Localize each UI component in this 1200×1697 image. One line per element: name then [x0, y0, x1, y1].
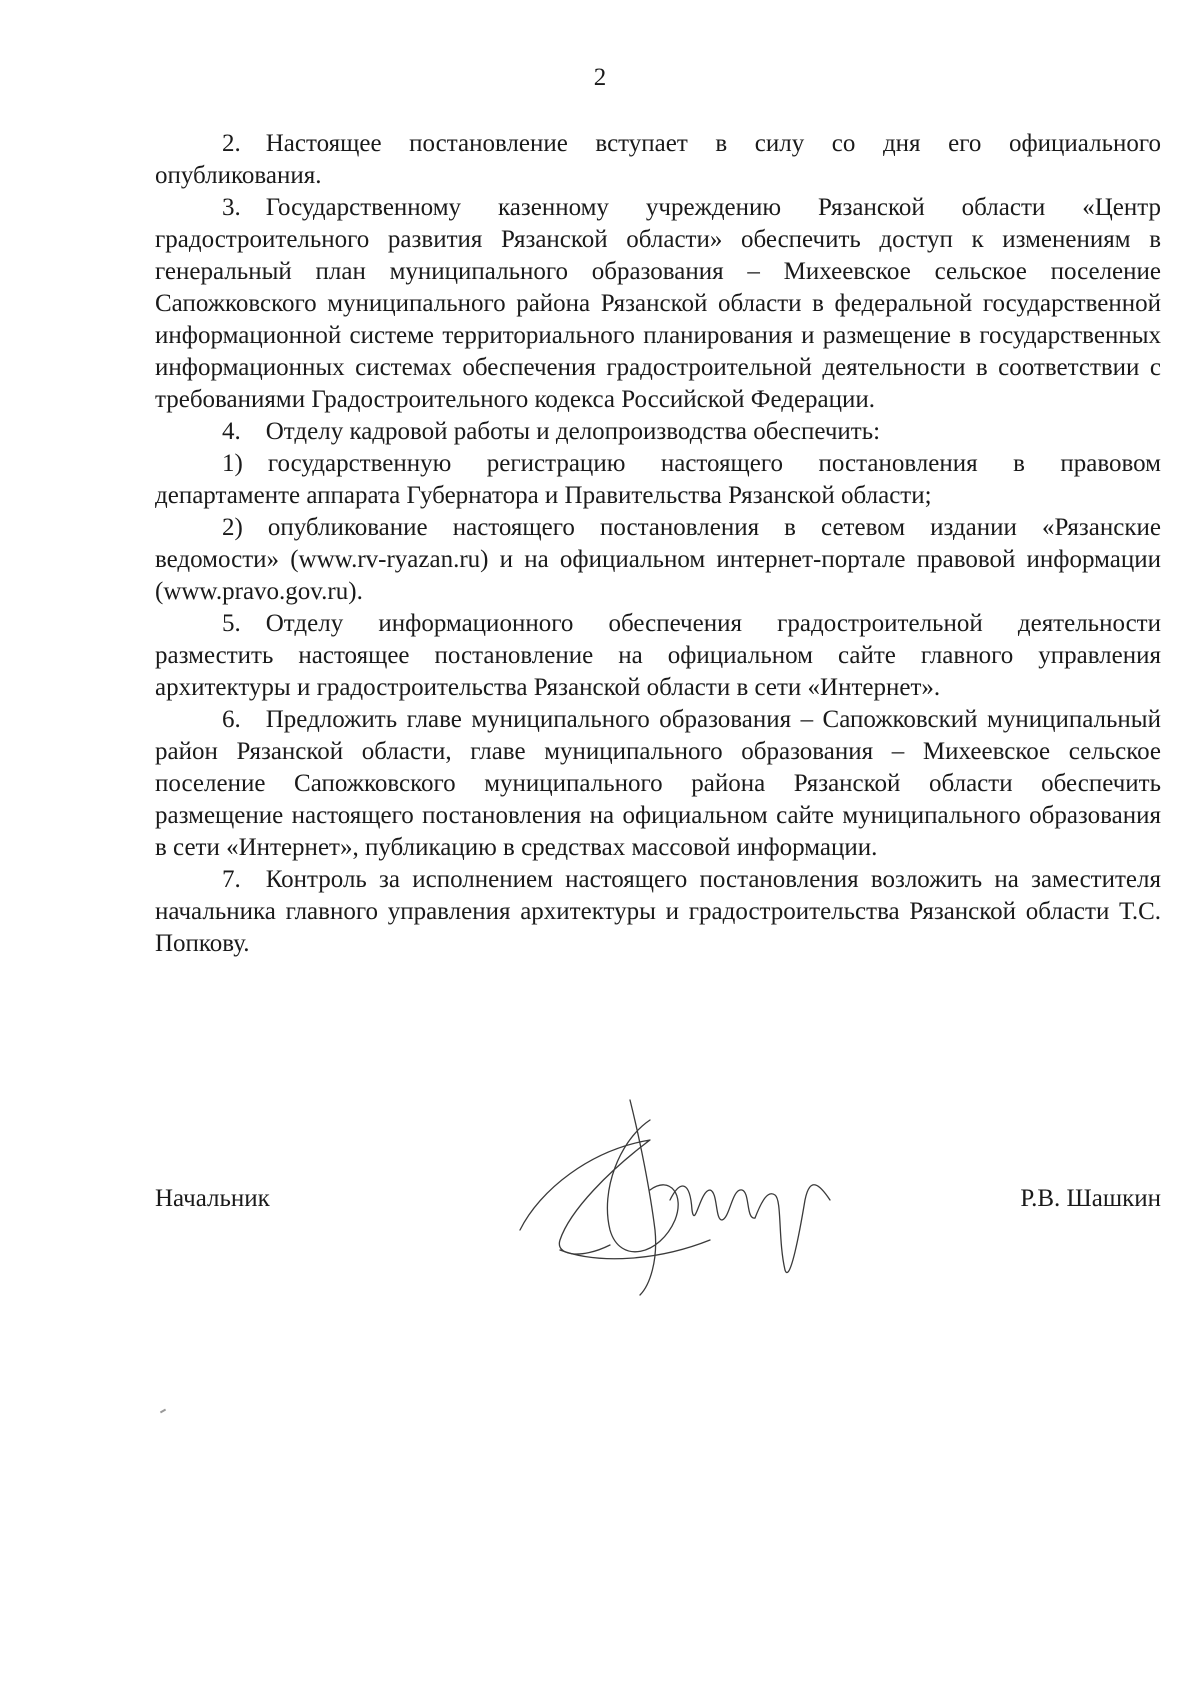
handwritten-signature — [500, 1080, 860, 1310]
paragraph-4-item-1: 1) государственную регистрацию настоящего постановления в правовом департаменте аппарата Губернатора и Правительства Рязанской области; — [155, 450, 1161, 509]
paragraph-2: 2. Настоящее постановление вступает в силу со дня его официального опубликования. — [155, 130, 1161, 189]
page-number: 2 — [593, 64, 607, 91]
paragraph-6: 6. Предложить главе муниципального образования – Сапожковский муниципальный район Рязанской области, главе муниципального образования – Михеевское сельское поселение Сапожковского муниципального района Рязанской области обеспечить размещение настоящего постановления на официальном сайте муниципального образования в сети «Интернет», публикацию в средствах массовой информации. — [155, 706, 1161, 861]
signatory-title: Начальник — [155, 1185, 270, 1212]
paragraph-7: 7. Контроль за исполнением настоящего постановления возложить на заместителя начальника главного управления архитектуры и градостроительства Рязанской области Т.С. Попкову. — [155, 866, 1161, 957]
scan-speck — [160, 1409, 166, 1414]
paragraph-3: 3. Государственному казенному учреждению Рязанской области «Центр градостроительного развития Рязанской области» обеспечить доступ к изменениям в генеральный план муниципального образования – Михеевское сельское поселение Сапожковского муниципального района Рязанской области в федеральной государственной информационной системе территориального планирования и размещение в государственных информационных системах обеспечения градостроительной деятельности в соответствии с требованиями Градостроительного кодекса Российской Федерации. — [155, 194, 1161, 413]
paragraph-4: 4. Отделу кадровой работы и делопроизводства обеспечить: — [222, 418, 881, 445]
signatory-name: Р.В. Шашкин — [1020, 1185, 1161, 1212]
paragraph-4-item-2: 2) опубликование настоящего постановления в сетевом издании «Рязанские ведомости» (www.rv-ryazan.ru) и на официальном интернет-портале правовой информации (www.pravo.gov.ru). — [155, 514, 1161, 605]
paragraph-5: 5. Отделу информационного обеспечения градостроительной деятельности разместить настоящее постановление на официальном сайте главного управления архитектуры и градостроительства Рязанской области в сети «Интернет». — [155, 610, 1161, 701]
document-body — [155, 128, 1161, 960]
